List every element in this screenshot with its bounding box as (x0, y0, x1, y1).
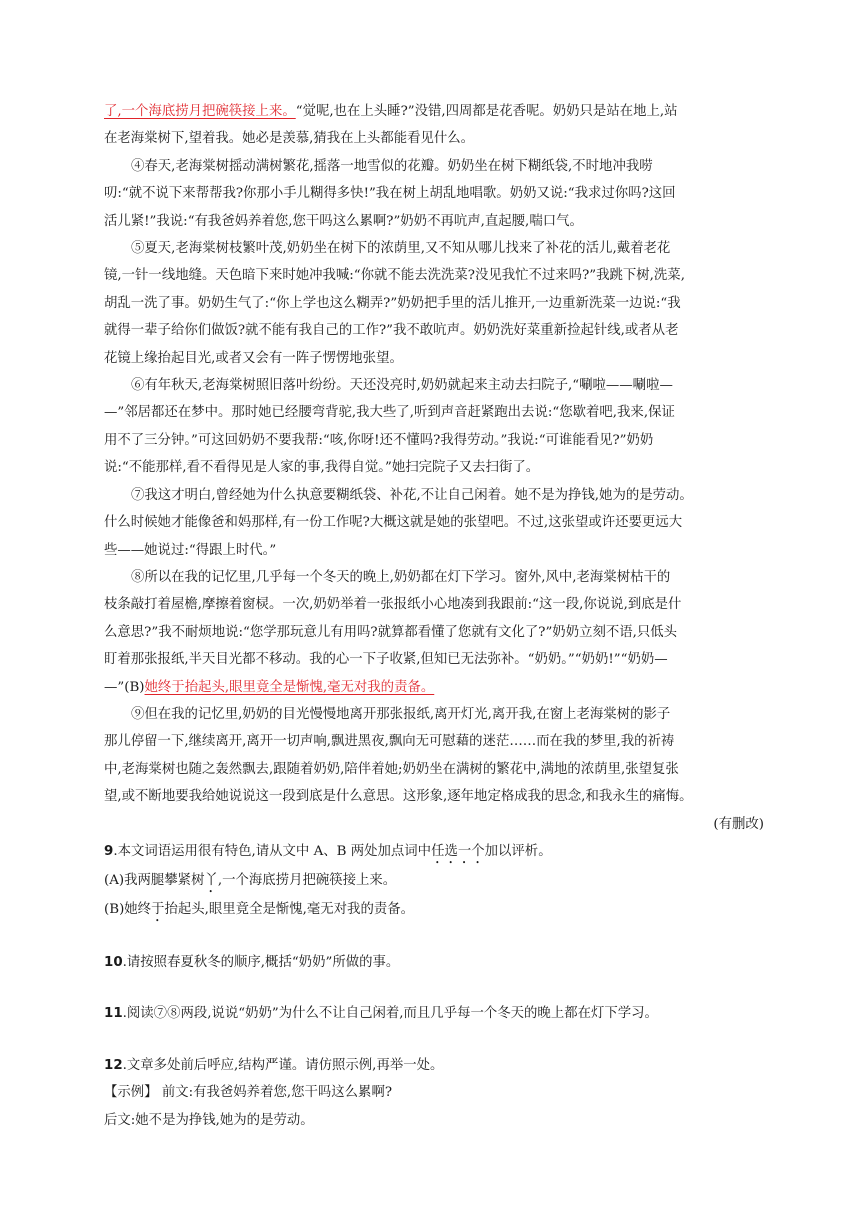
question-9-option-b (104, 896, 764, 925)
p8-line-5 (104, 674, 764, 701)
question-9 (104, 838, 764, 925)
p5-line-4: 就得一辈子给你们做饭?就不能有我自己的工作?”我不敢吭声。奶奶洗好菜重新捡起针线,或者从老 (104, 323, 679, 339)
question-12-stem (104, 1052, 764, 1079)
option-b-dotted-word: 于 (151, 901, 165, 917)
p9-line-2: 那儿停留一下,继续离开,离开一切声响,飘进黑夜,飘向无可慰藉的迷茫……而在我的梦里,我的祈祷 (104, 734, 675, 750)
paragraph-8 (104, 564, 764, 701)
p9-line-3: 中,老海棠树也随之轰然飘去,跟随着奶奶,陪伴着她;奶奶坐在满树的繁花中,满地的浓荫里,张望复张 (104, 761, 679, 777)
document-page (104, 98, 764, 1134)
question-12-text: .文章多处前后呼应,结构严谨。请仿照示例,再举一处。 (122, 1057, 444, 1073)
question-10-number: 10 (104, 954, 123, 970)
p7-line-1: ⑦我这才明白,曾经她为什么执意要糊纸袋、补花,不让自己闲着。她不是为挣钱,她为的是劳动。 (131, 487, 693, 503)
example-front-text: 前文:有我爸妈养着您,您干吗这么累啊? (157, 1085, 393, 1101)
question-9-dotted: 任选一个 (431, 843, 485, 859)
question-9-text-b: 加以评析。 (484, 843, 552, 859)
paragraph-7 (104, 482, 764, 564)
paragraph-6 (104, 372, 764, 482)
question-11-text: .阅读⑦⑧两段,说说“奶奶”为什么不让自己闲着,而且几乎每一个冬天的晚上都在灯下学习。 (122, 1006, 658, 1022)
question-12-example-back: 后文:她不是为挣钱,她为的是劳动。 (104, 1112, 314, 1128)
intro-line-2: 在老海棠树下,望着我。她必是羡慕,猜我在上头都能看见什么。 (104, 131, 475, 147)
p6-line-2: —”邻居都还在梦中。那时她已经腰弯背驼,我大些了,听到声音赶紧跑出去说:“您歇着吧,我来,保证 (104, 405, 675, 421)
p8-line-3: 么意思?”我不耐烦地说:“您学那玩意儿有用吗?就算都看懂了您就有文化了?”奶奶立刻不语,只低头 (104, 624, 678, 640)
underlined-sentence-b: 她终于抬起头,眼里竟全是惭愧,毫无对我的责备。 (144, 679, 435, 695)
question-12-example-front (104, 1079, 764, 1106)
p4-line-3: 活儿紧!”我说:“有我爸妈养着您,您干吗这么累啊?”奶奶不再吭声,直起腰,喘口气。 (104, 213, 583, 229)
p6-line-3: 用不了三分钟。”可这回奶奶不要我帮:“咳,你呀!还不懂吗?我得劳动。”我说:“可谁能看见?”奶奶 (104, 432, 654, 448)
question-12 (104, 1052, 764, 1134)
p7-line-3: 些——她说过:“得跟上时代。” (104, 542, 277, 558)
p6-line-1: ⑥有年秋天,老海棠树照旧落叶纷纷。天还没亮时,奶奶就起来主动去扫院子,“唰啦——唰啦— (131, 378, 673, 394)
p8-line-1: ⑧所以在我的记忆里,几乎每一个冬天的晚上,奶奶都在灯下学习。窗外,风中,老海棠树枯干的 (131, 569, 671, 585)
question-9-option-a (104, 867, 764, 896)
paragraph-5 (104, 235, 764, 372)
option-a-pre: (A)我两腿攀紧树 (104, 872, 205, 888)
p6-line-4: 说:“不能那样,看不看得见是人家的事,我得自觉。”她扫完院子又去扫街了。 (104, 460, 540, 476)
question-9-stem (104, 838, 764, 867)
option-b-post: 抬起头,眼里竟全是惭愧,毫无对我的责备。 (164, 901, 415, 917)
p5-line-2: 镜,一针一线地缝。天色暗下来时她冲我喊:“你就不能去洗洗菜?没见我忙不过来吗?”我跳下树,洗菜, (104, 268, 685, 284)
p9-line-4: 望,或不断地要我给她说说这一段到底是什么意思。这形象,逐年地定格成我的思念,和我永生的痛悔。 (104, 789, 693, 805)
paragraph-4 (104, 153, 764, 235)
p5-line-1: ⑤夏天,老海棠树枝繁叶茂,奶奶坐在树下的浓荫里,又不知从哪儿找来了补花的活儿,戴着老花 (131, 241, 671, 257)
intro-line-1 (104, 98, 764, 125)
p4-line-1: ④春天,老海棠树摇动满树繁花,摇落一地雪似的花瓣。奶奶坐在树下糊纸袋,不时地冲我唠 (131, 158, 653, 174)
option-a-post: ,一个海底捞月把碗筷接上来。 (217, 872, 397, 888)
paragraph-9 (104, 701, 764, 811)
question-12-number: 12 (104, 1057, 123, 1073)
question-9-text-a: .本文词语运用很有特色,请从文中 A、B 两处加点词中 (113, 843, 432, 859)
p8-line-2: 枝条敲打着屋檐,摩擦着窗棂。一次,奶奶举着一张报纸小心地凑到我跟前:“这一段,你说说,到底是什 (104, 597, 682, 613)
p9-line-1: ⑨但在我的记忆里,奶奶的目光慢慢地离开那张报纸,离开灯光,离开我,在窗上老海棠树的影子 (131, 706, 671, 722)
p8-line-4: 盯着那张报纸,半天目光都不移动。我的心一下子收紧,但知已无法弥补。“奶奶。”“奶奶!”“奶奶— (104, 652, 668, 668)
p8-line-5-prefix: —”(B) (104, 679, 145, 695)
p5-line-3: 胡乱一洗了事。奶奶生气了:“你上学也这么糊弄?”奶奶把手里的活儿推开,一边重新洗菜一边说:“我 (104, 295, 681, 311)
option-b-pre: (B)她终 (104, 901, 152, 917)
p5-line-5: 花镜上缘抬起目光,或者又会有一阵子愣愣地张望。 (104, 350, 403, 366)
p7-line-2: 什么时候她才能像爸和妈那样,有一份工作呢?大概这就是她的张望吧。不过,这张望或许还要更远大 (104, 515, 683, 531)
question-11 (104, 1000, 764, 1027)
intro-line-1-rest: “觉呢,也在上头睡?”没错,四周都是花香呢。奶奶只是站在地上,站 (295, 104, 678, 119)
question-10-text: .请按照春夏秋冬的顺序,概括“奶奶”所做的事。 (122, 954, 400, 970)
question-11-number: 11 (104, 1006, 123, 1022)
option-a-dotted-word: 丫 (204, 872, 218, 888)
underlined-sentence-a: 了,一个海底捞月把碗筷接上来。 (104, 104, 296, 119)
question-10 (104, 949, 764, 976)
question-9-number: 9 (104, 843, 114, 859)
p4-line-2: 叨:“就不说下来帮帮我?你那小手儿糊得多快!”我在树上胡乱地唱歌。奶奶又说:“我求过你吗?这回 (104, 186, 676, 202)
source-note: (有删改) (713, 816, 764, 832)
example-label: 【示例】 (104, 1085, 158, 1101)
